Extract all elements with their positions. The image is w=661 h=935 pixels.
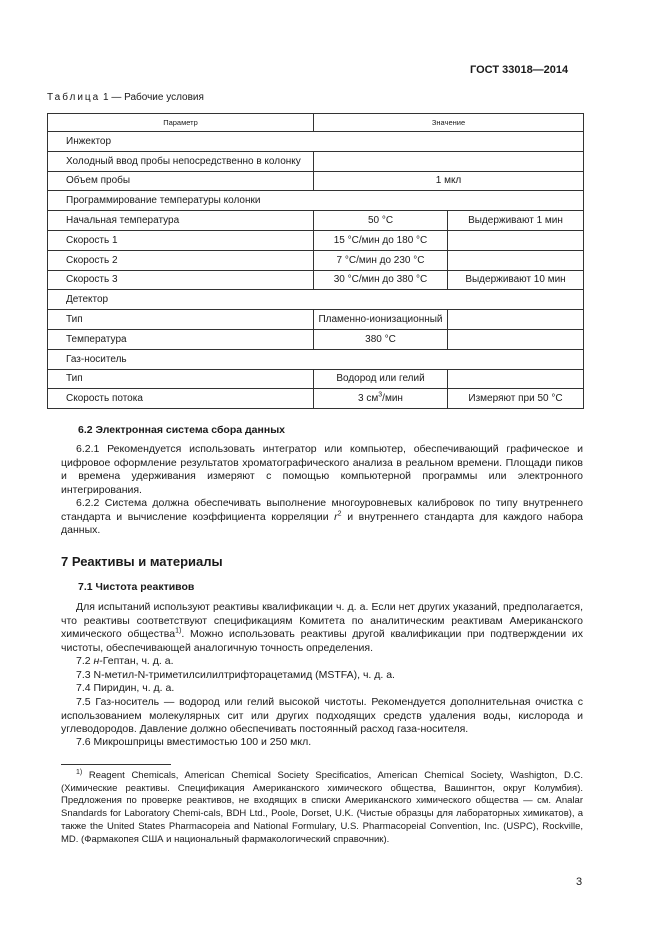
correlation-exponent: 2 bbox=[337, 510, 342, 517]
table-cell bbox=[448, 369, 584, 389]
column-header-value: Значение bbox=[314, 114, 584, 132]
paragraph-6-2-2 bbox=[61, 497, 583, 538]
table-cell: Тип bbox=[48, 369, 314, 389]
table-row bbox=[48, 250, 584, 270]
section-heading-7-1: 7.1 Чистота реактивов bbox=[78, 581, 195, 593]
table-cell bbox=[448, 310, 584, 330]
footnote-rule bbox=[61, 764, 171, 765]
standard-number: ГОСТ 33018—2014 bbox=[470, 64, 569, 76]
paragraph-7-5: 7.5 Газ-носитель — водород или гелий высокой чистоты. Рекомендуется дополнительная очистка с использованием молекулярных сит или других подходящих средств удаления воды, кислорода и углеводородов. Давление должно обеспечивать постоянный расход газа-носителя. bbox=[61, 696, 583, 735]
flow-rate-unit: /мин bbox=[382, 393, 403, 405]
table-cell: 30 °С/мин до 380 °С bbox=[314, 270, 448, 290]
item-7-4: 7.4 Пиридин, ч. д. а. bbox=[76, 682, 175, 694]
table-caption-title: 1 — Рабочие условия bbox=[100, 92, 204, 103]
table-caption bbox=[47, 92, 204, 103]
item-7-3: 7.3 N-метил-N-триметилсилилтрифторацетамид (MSTFA), ч. д. а. bbox=[76, 669, 395, 681]
table-row bbox=[48, 369, 584, 389]
table-cell: Инжектор bbox=[48, 132, 584, 152]
table-cell bbox=[448, 230, 584, 250]
table-cell: Тип bbox=[48, 310, 314, 330]
table-row bbox=[48, 290, 584, 310]
table-cell: Детектор bbox=[48, 290, 584, 310]
table-row bbox=[48, 310, 584, 330]
table-cell: Программирование температуры колонки bbox=[48, 191, 584, 211]
table-row bbox=[48, 270, 584, 290]
table-cell: 15 °С/мин до 180 °С bbox=[314, 230, 448, 250]
table-cell: 7 °С/мин до 230 °С bbox=[314, 250, 448, 270]
table-row bbox=[48, 191, 584, 211]
item-7-2-number: 7.2 bbox=[76, 655, 94, 667]
paragraph-7-1-text: Для испытаний используют реактивы квалификации ч. д. а. Если нет других указаний, предполагается, что реактивы соответствуют спецификациям Комитета по аналитическим реактивам Американского химического общества bbox=[61, 601, 583, 640]
section-heading-7: 7 Реактивы и материалы bbox=[61, 554, 223, 569]
table-cell: Начальная температура bbox=[48, 211, 314, 231]
table-cell: Скорость 2 bbox=[48, 250, 314, 270]
table-cell bbox=[448, 250, 584, 270]
item-7-2-text: -Гептан, ч. д. а. bbox=[99, 655, 174, 667]
table-cell: Пламенно-ионизационный bbox=[314, 310, 448, 330]
footnote-text: Reagent Chemicals, American Chemical Society Specificatios, American Chemical Society, Washigton, D.C. (Химические реактивы. Спецификация Американского химического общества, Вашингтон, округ Колумбия). Предложения по проверке реактивов, не входящих в списки Американского химического общества — см. Analar Snandards for Laboratory Chemi-cals, BDH Ltd., Poole, Dorset, U.K. (Чистые образцы для лабораторных химикатов), а также the United States Pharmacopeia and National Formulary, U.S. Pharmacopeial Convention, Inc. (USPC), Rockville, MD. (Фармакопея США и национальный фармакологический справочник). bbox=[61, 770, 583, 845]
paragraph-6-2-1: 6.2.1 Рекомендуется использовать интегратор или компьютер, обеспечивающий графическое и цифровое оформление результатов хроматографического анализа в реальном времени. Площади пиков и времена удерживания измеряют с помощью компьютерной программы или электронного интегрирования. bbox=[61, 443, 583, 496]
table-cell: 380 °С bbox=[314, 329, 448, 349]
table-caption-label: Таблица bbox=[47, 92, 101, 103]
table-row bbox=[48, 132, 584, 152]
table-header-row bbox=[48, 114, 584, 132]
table-row bbox=[48, 171, 584, 191]
table-cell bbox=[314, 389, 448, 409]
paragraph-7-1 bbox=[61, 601, 583, 655]
item-7-2-prefix: н bbox=[93, 655, 100, 667]
table-cell bbox=[448, 329, 584, 349]
footnote-ref: 1) bbox=[175, 627, 182, 635]
table-cell: Объем пробы bbox=[48, 171, 314, 191]
flow-rate-value: 3 см bbox=[358, 393, 379, 405]
table-cell: Скорость 3 bbox=[48, 270, 314, 290]
column-header-parameter: Параметр bbox=[48, 114, 314, 132]
table-cell: 1 мкл bbox=[314, 171, 584, 191]
table-row bbox=[48, 211, 584, 231]
table-row bbox=[48, 349, 584, 369]
page-number: 3 bbox=[576, 876, 583, 888]
footnote-mark: 1) bbox=[76, 768, 83, 776]
table-cell: 50 °С bbox=[314, 211, 448, 231]
paragraph-7-1-end: . Можно использовать реактивы другой квалификации при подтверждении их чистоты, обеспечивающей аналогичную точность определения. bbox=[61, 628, 583, 654]
item-7-2 bbox=[76, 655, 174, 669]
table-cell bbox=[314, 151, 584, 171]
table-row bbox=[48, 151, 584, 171]
footnote bbox=[61, 770, 583, 846]
table-cell: Холодный ввод пробы непосредственно в колонку bbox=[48, 151, 314, 171]
table-cell: Газ-носитель bbox=[48, 349, 584, 369]
section-heading-6-2: 6.2 Электронная система сбора данных bbox=[78, 424, 286, 436]
table-cell: Температура bbox=[48, 329, 314, 349]
table-cell: Водород или гелий bbox=[314, 369, 448, 389]
paragraph-6-2-2-text: 6.2.2 Система должна обеспечивать выполнение многоуровневых калибровок по типу внутреннего стандарта и вычисление коэффициента корреляции bbox=[61, 497, 583, 523]
table-row bbox=[48, 329, 584, 349]
table-cell: Скорость потока bbox=[48, 389, 314, 409]
paragraph-6-2-2-end: и внутреннего стандарта для каждого набора данных. bbox=[61, 510, 583, 536]
table-row bbox=[48, 389, 584, 409]
item-7-6: 7.6 Микрошприцы вместимостью 100 и 250 мкл. bbox=[76, 736, 312, 748]
operating-conditions-table bbox=[47, 113, 584, 409]
correlation-symbol: r bbox=[334, 510, 338, 523]
table-cell: Скорость 1 bbox=[48, 230, 314, 250]
table-cell: Выдерживают 10 мин bbox=[448, 270, 584, 290]
table-row bbox=[48, 230, 584, 250]
flow-rate-unit-exponent: 3 bbox=[378, 391, 383, 399]
table-cell: Выдерживают 1 мин bbox=[448, 211, 584, 231]
table-cell: Измеряют при 50 °С bbox=[448, 389, 584, 409]
